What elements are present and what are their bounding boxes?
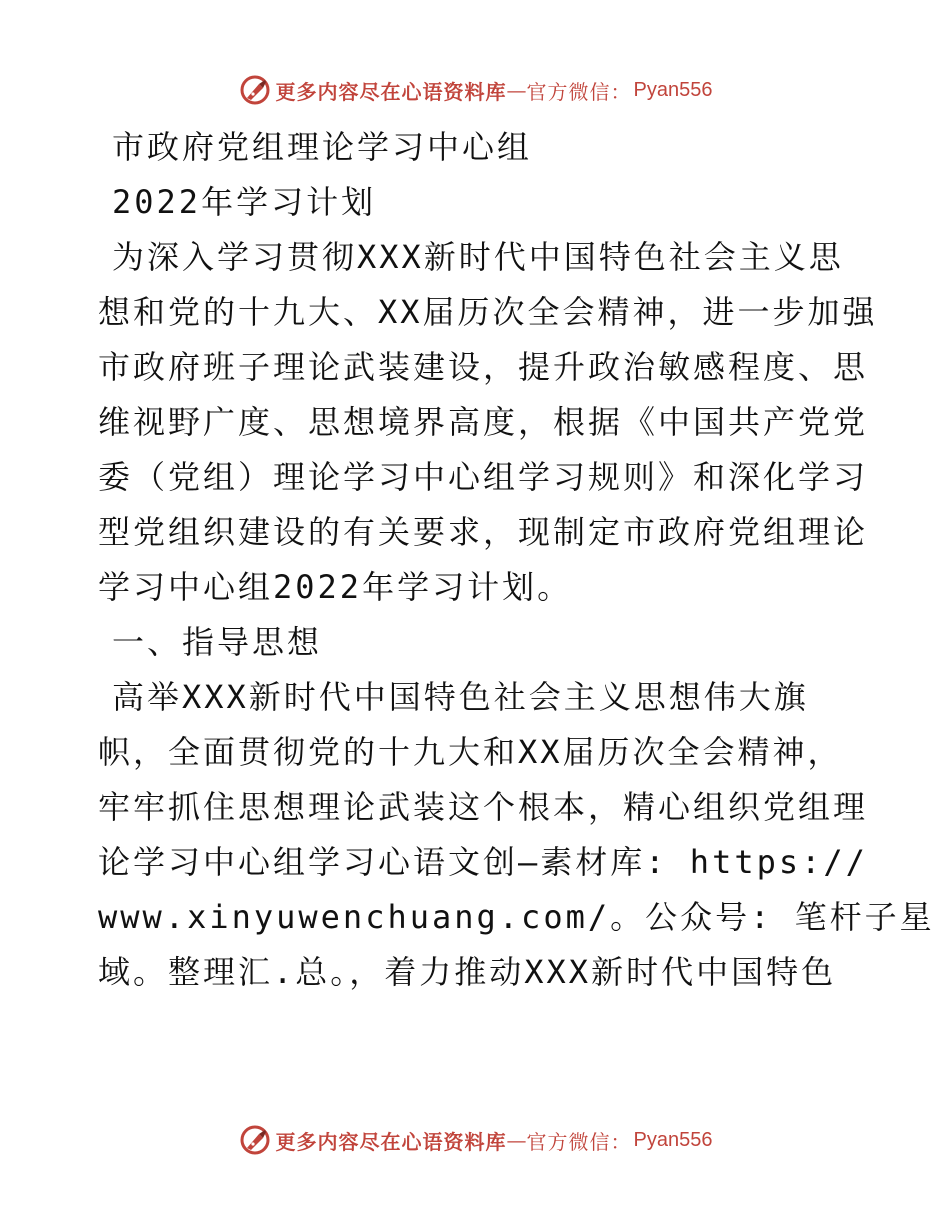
intro-line: 委（党组）理论学习中心组学习规则》和深化学习 (98, 458, 869, 496)
section1-line: 高举XXX新时代中国特色社会主义思想伟大旗 (112, 678, 809, 716)
intro-line: 想和党的十九大、XX届历次全会精神，进一步加强 (98, 293, 878, 331)
pen-nib-logo-icon (238, 1123, 272, 1157)
intro-line: 维视野广度、思想境界高度，根据《中国共产党党 (98, 403, 869, 441)
section1-line: 论学习中心组学习心语文创—素材库: https:// (98, 843, 868, 881)
intro-line: 为深入学习贯彻XXX新时代中国特色社会主义思 (112, 238, 844, 276)
banner-separator: — (506, 1128, 527, 1152)
section1-line: 域。整理汇.总。，着力推动XXX新时代中国特色 (98, 953, 837, 991)
section1-line: www.xinyuwenchuang.com/。公众号: 笔杆子星 (98, 898, 935, 936)
banner-separator: — (506, 78, 527, 102)
footer-banner (0, 1120, 950, 1160)
header-banner (0, 70, 950, 110)
banner-text: 更多内容尽在心语资料库 (275, 1129, 507, 1154)
pen-nib-logo-icon (238, 73, 272, 107)
intro-line: 学习中心组2022年学习计划。 (98, 568, 573, 606)
banner-wechat-id: Pyan556 (633, 78, 713, 101)
intro-line: 市政府班子理论武装建设，提升政治敏感程度、思 (98, 348, 869, 386)
banner-text: 更多内容尽在心语资料库 (275, 79, 507, 104)
section1-line: 帜，全面贯彻党的十九大和XX届历次全会精神， (98, 733, 843, 771)
section-heading-guiding-thought: 一、指导思想 (112, 623, 323, 661)
banner-wechat-label: 官方微信： (526, 1129, 632, 1154)
banner-wechat-label: 官方微信： (526, 79, 632, 104)
banner-wechat-id: Pyan556 (633, 1128, 713, 1151)
doc-title-line-2: 2022年学习计划 (112, 183, 377, 221)
intro-line: 型党组织建设的有关要求，现制定市政府党组理论 (98, 513, 869, 551)
section1-line: 牢牢抓住思想理论武装这个根本，精心组织党组理 (98, 788, 869, 826)
doc-title-line-1: 市政府党组理论学习中心组 (112, 128, 533, 166)
document-body (98, 120, 935, 1000)
